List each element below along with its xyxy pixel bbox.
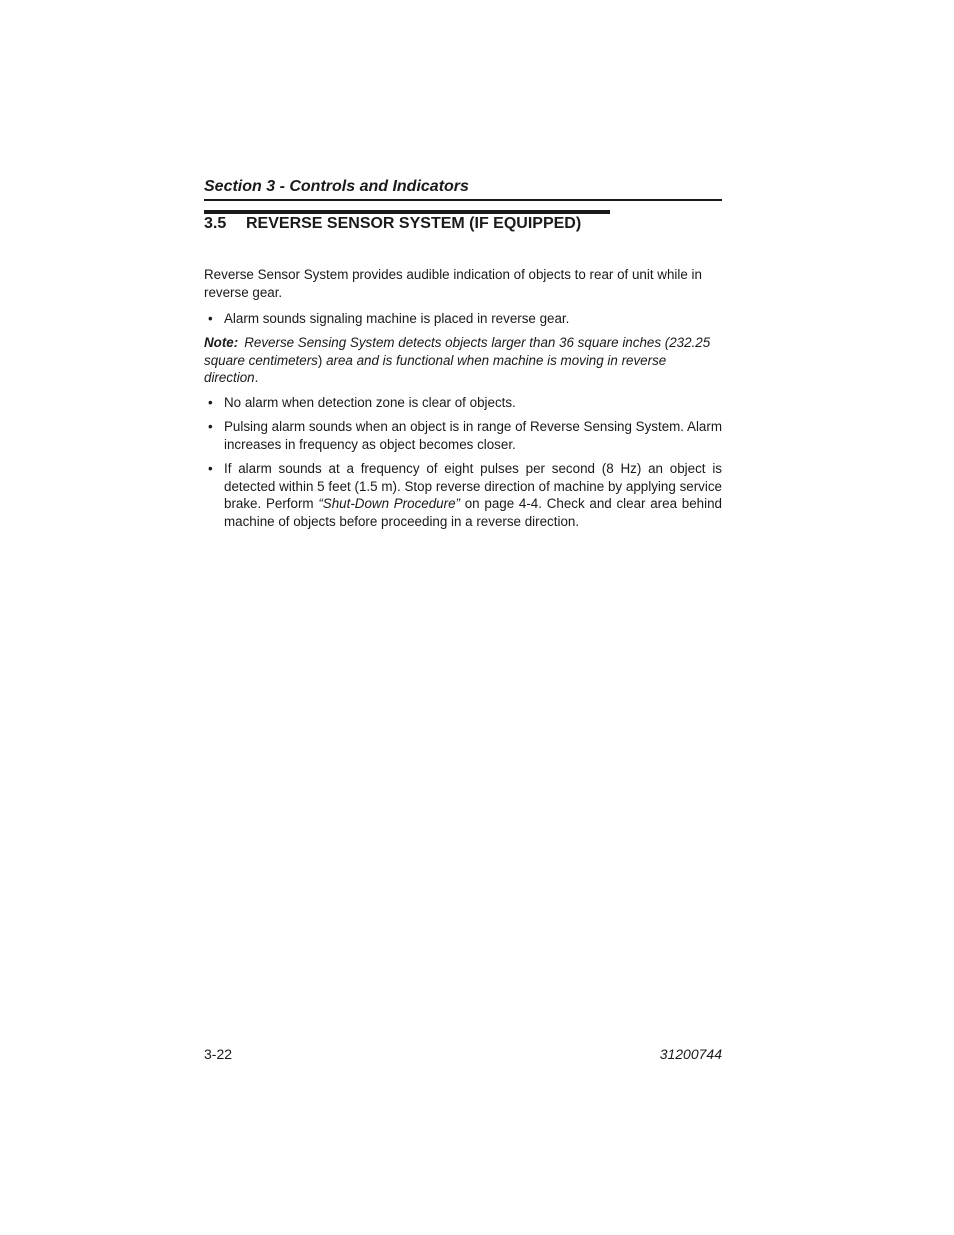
list-item-text: Pulsing alarm sounds when an object is in range of Reverse Sensing System. Alarm increases in frequency as object becomes closer. <box>224 419 722 452</box>
section-title: REVERSE SENSOR SYSTEM (IF EQUIPPED) <box>246 215 582 232</box>
list-item-text: Alarm sounds signaling machine is placed in reverse gear. <box>224 311 570 326</box>
note-label: Note: <box>204 335 239 350</box>
shut-down-procedure-reference: “Shut-Down Procedure” <box>318 496 460 511</box>
note-text-1: Reverse Sensing System detects objects larger than 36 square inches (232.25 square centimeters <box>204 335 711 368</box>
list-item <box>204 418 722 453</box>
running-header: Section 3 - Controls and Indicators <box>204 178 469 195</box>
header-rule <box>204 199 722 201</box>
bullet-icon: • <box>208 419 213 434</box>
page-number: 3-22 <box>204 1046 233 1062</box>
note-text-2: area and is functional when machine is moving in reverse direction <box>204 352 667 385</box>
list-item <box>204 394 722 412</box>
bullet-icon: • <box>208 395 213 410</box>
list-item-text <box>224 460 722 530</box>
intro-paragraph: Reverse Sensor System provides audible indication of objects to rear of unit while in reverse gear. <box>204 267 702 300</box>
bullet-4-text-after: on page 4-4. Check and clear area behind machine of objects before proceeding in a reverse direction. <box>224 496 722 529</box>
list-item <box>204 310 722 328</box>
note-end: . <box>254 370 259 385</box>
document-number: 31200744 <box>659 1046 722 1062</box>
note-paragraph <box>204 334 722 387</box>
bullet-icon: • <box>208 461 213 476</box>
bullet-4-text-before: If alarm sounds at a frequency of eight pulses per second (8 Hz) an object is detected within 5 feet (1.5 m). Stop reverse direction of machine by applying service brake. Perform <box>224 461 722 511</box>
bullet-icon: • <box>208 311 213 326</box>
note-paren: ) <box>317 352 323 368</box>
section-number: 3.5 <box>204 215 227 232</box>
list-item <box>204 460 722 530</box>
list-item-text: No alarm when detection zone is clear of objects. <box>224 395 516 410</box>
section-heading <box>204 214 581 234</box>
